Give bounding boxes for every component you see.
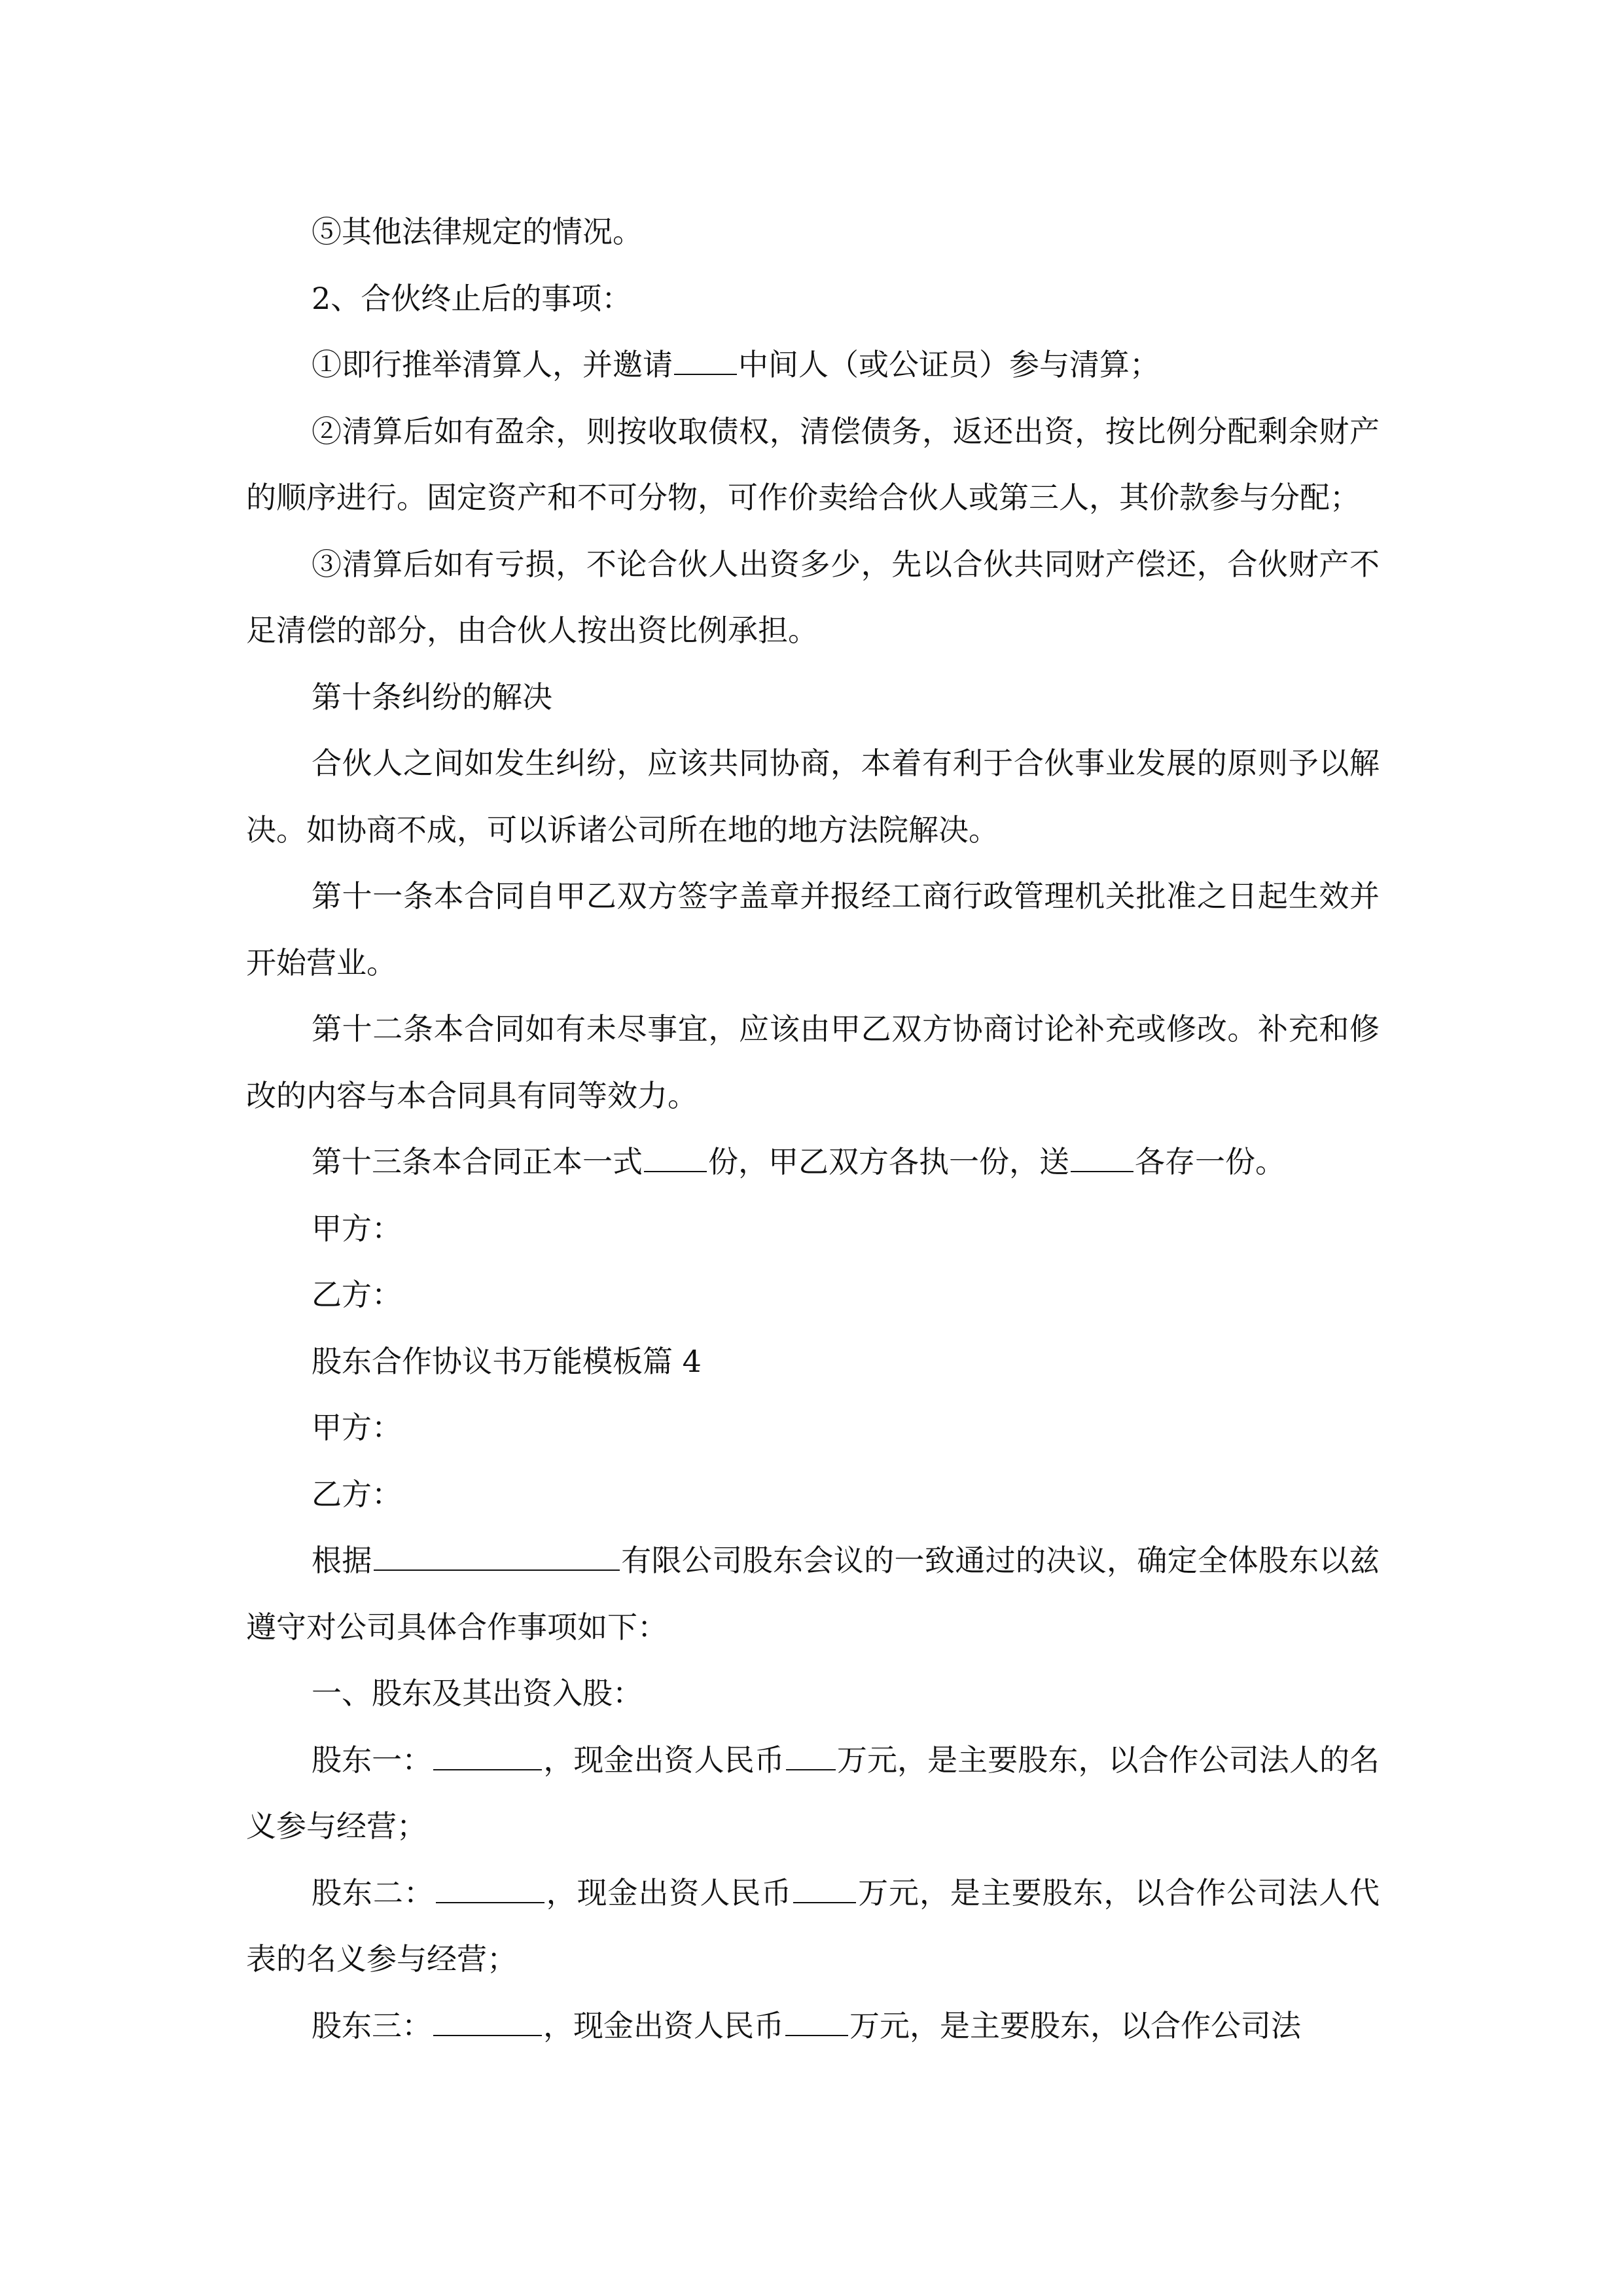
section-heading-text: 一、股东及其出资入股： xyxy=(312,1676,643,1711)
fill-blank xyxy=(1071,1145,1133,1172)
shareholder-2 xyxy=(246,1860,1380,1993)
party-b-label: 乙方： xyxy=(312,1277,402,1312)
document-body xyxy=(246,199,1380,2059)
clause-item-5-text: ⑤其他法律规定的情况。 xyxy=(312,214,643,249)
shareholder-text-segment: 万元，是主要股东，以合作公司法人的名义参与经营； xyxy=(246,1742,1380,1844)
article-12 xyxy=(246,996,1380,1129)
shareholder-text-segment: 万元，是主要股东，以合作公司法人代表的名义参与经营； xyxy=(246,1874,1380,1977)
clause-item-2 xyxy=(246,399,1380,531)
article-heading-text: 第十条纠纷的解决 xyxy=(312,679,552,715)
article-11 xyxy=(246,863,1380,996)
shareholder-label: 股东一： xyxy=(312,1742,433,1778)
shareholder-text-segment: ，现金出资人民币 xyxy=(543,2007,784,2043)
intro-text-segment: 根据 xyxy=(312,1543,372,1578)
amount-blank xyxy=(786,1743,836,1770)
shareholder-name-blank xyxy=(436,1876,544,1903)
section-1-heading xyxy=(246,1660,1380,1727)
clause-item-5 xyxy=(246,199,1380,266)
template-title xyxy=(246,1329,1380,1395)
clause-text: ③清算后如有亏损，不论合伙人出资多少，先以合伙共同财产偿还，合伙财产不足清偿的部分，由合伙人按出资比例承担。 xyxy=(246,546,1380,648)
clause-item-3 xyxy=(246,531,1380,664)
party-b-line xyxy=(246,1262,1380,1329)
article-body-text: 合伙人之间如发生纠纷，应该共同协商，本着有利于合伙事业发展的原则予以解决。如协商不成，可以诉诸公司所在地的地方法院解决。 xyxy=(246,745,1380,848)
article-text-segment: 各存一份。 xyxy=(1135,1144,1285,1179)
amount-blank xyxy=(793,1876,856,1903)
article-body-text: 第十一条本合同自甲乙双方签字盖章并报经工商行政管理机关批准之日起生效并开始营业。 xyxy=(246,878,1380,980)
article-text-segment: 份，甲乙双方各执一份，送 xyxy=(708,1144,1069,1179)
shareholder-text-segment: ，现金出资人民币 xyxy=(543,1742,785,1778)
shareholder-name-blank xyxy=(433,2009,542,2036)
shareholder-text-segment: ，现金出资人民币 xyxy=(545,1874,793,1910)
clause-text-segment: 中间人（或公证员）参与清算； xyxy=(738,347,1160,382)
article-body-text: 第十二条本合同如有未尽事宜，应该由甲乙双方协商讨论补充或修改。补充和修改的内容与本合同具有同等效力。 xyxy=(246,1011,1380,1113)
fill-blank xyxy=(674,348,737,375)
intro-text-segment: 有限公司股东会议的一致通过的决议，确定全体股东以兹遵守对公司具体合作事项如下： xyxy=(246,1543,1380,1645)
template-title-text: 股东合作协议书万能模板篇 4 xyxy=(312,1343,702,1379)
clause-text: ②清算后如有盈余，则按收取债权，清偿债务，返还出资，按比例分配剩余财产的顺序进行。固定资产和不可分物，可作价卖给合伙人或第三人，其价款参与分配； xyxy=(246,413,1380,515)
party-a-label: 甲方： xyxy=(312,1210,402,1246)
fill-blank xyxy=(644,1145,707,1172)
article-10-body xyxy=(246,730,1380,863)
article-10-heading xyxy=(246,664,1380,731)
section-heading-termination-matters xyxy=(246,266,1380,332)
shareholder-name-blank xyxy=(433,1743,542,1770)
party-a-line xyxy=(246,1196,1380,1263)
party-a-line-2 xyxy=(246,1395,1380,1462)
article-text-segment: 第十三条本合同正本一式 xyxy=(312,1144,643,1179)
shareholder-label: 股东二： xyxy=(312,1874,435,1910)
shareholder-label: 股东三： xyxy=(312,2007,432,2043)
party-b-line-2 xyxy=(246,1462,1380,1528)
clause-text-segment: ①即行推举清算人，并邀请 xyxy=(312,347,673,382)
amount-blank xyxy=(785,2009,848,2036)
shareholder-3 xyxy=(246,1993,1380,2060)
party-b-label: 乙方： xyxy=(312,1476,402,1512)
shareholder-text-segment: 万元，是主要股东，以合作公司法 xyxy=(849,2007,1301,2043)
shareholder-1 xyxy=(246,1727,1380,1860)
clause-item-1 xyxy=(246,332,1380,399)
article-13 xyxy=(246,1129,1380,1196)
section-heading-text: 2、合伙终止后的事项： xyxy=(312,280,632,316)
company-name-blank xyxy=(374,1543,620,1571)
resolution-intro xyxy=(246,1528,1380,1660)
party-a-label: 甲方： xyxy=(312,1410,402,1445)
